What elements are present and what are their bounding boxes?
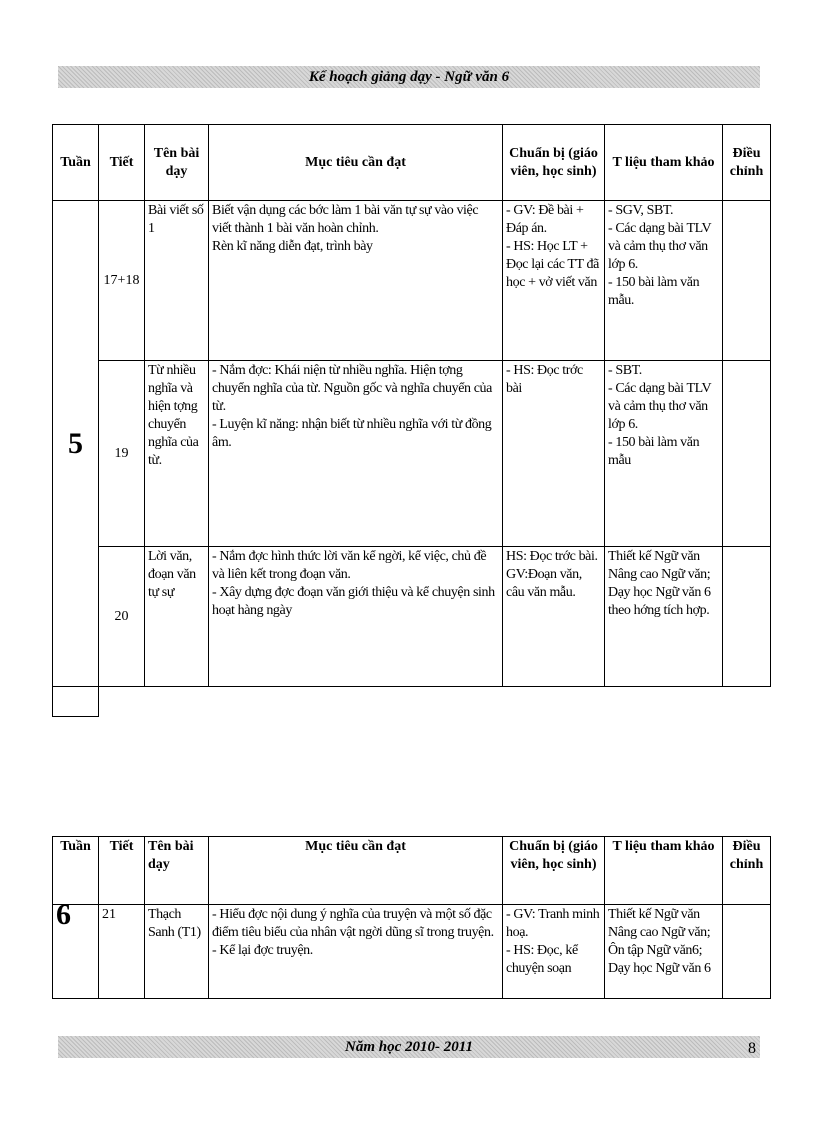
footer-band (58, 1036, 760, 1058)
lesson-plan-table-week-6 (52, 836, 771, 999)
table-header-row (53, 125, 771, 201)
lesson-adjust (723, 905, 771, 999)
header-band (58, 66, 760, 88)
lesson-goals: - Nắm đợc hình thức lời văn kể ngời, kể việc, chủ đề và liên kết trong đoạn văn. - Xây dựng đợc đoạn văn giới thiệu và kể chuyện sinh hoạt hàng ngày (209, 547, 503, 687)
col-header-chuan-bi: Chuẩn bị (giáo viên, học sinh) (503, 837, 605, 905)
lesson-adjust (723, 361, 771, 547)
col-header-chuan-bi: Chuẩn bị (giáo viên, học sinh) (503, 125, 605, 201)
period: 17+18 (99, 201, 145, 361)
lesson-name: Từ nhiều nghĩa và hiện tợng chuyển nghĩa của từ. (145, 361, 209, 547)
stub-left-cell (52, 686, 99, 717)
period: 20 (99, 547, 145, 687)
table-header-row (53, 837, 771, 905)
lesson-name: Lời văn, đoạn văn tự sự (145, 547, 209, 687)
lesson-goals: - Nắm đợc: Khái niện từ nhiều nghĩa. Hiện tợng chuyển nghĩa của từ. Nguồn gốc và nghĩa chuyển của từ. - Luyện kĩ năng: nhận biết từ nhiều nghĩa với từ đồng âm. (209, 361, 503, 547)
lesson-refs: - SBT. - Các dạng bài TLV và cảm thụ thơ văn lớp 6. - 150 bài làm văn mẫu (605, 361, 723, 547)
col-header-ten-bai: Tên bài dạy (145, 125, 209, 201)
lesson-refs: Thiết kế Ngữ văn Nâng cao Ngữ văn; Ôn tập Ngữ văn6; Dạy học Ngữ văn 6 (605, 905, 723, 999)
lesson-goals: Biết vận dụng các bớc làm 1 bài văn tự sự vào việc viết thành 1 bài văn hoàn chỉnh. Rèn kĩ năng diễn đạt, trình bày (209, 201, 503, 361)
col-header-tiet: Tiết (99, 837, 145, 905)
col-header-tai-lieu: T liệu tham khảo (605, 125, 723, 201)
table-row (53, 361, 771, 547)
col-header-dieu-chinh: Điều chỉnh (723, 125, 771, 201)
table-row (53, 905, 771, 999)
lesson-prep: - GV: Tranh minh hoạ. - HS: Đọc, kể chuyện soạn (503, 905, 605, 999)
col-header-ten-bai: Tên bài dạy (145, 837, 209, 905)
footer-school-year: Năm học 2010- 2011 (345, 1039, 473, 1055)
header-title: Kế hoạch giảng dạy - Ngữ văn 6 (308, 69, 510, 85)
col-header-tuan: Tuần (53, 125, 99, 201)
period: 19 (99, 361, 145, 547)
table-continuation-stub (52, 686, 770, 716)
table-row (53, 547, 771, 687)
col-header-dieu-chinh: Điều chỉnh (723, 837, 771, 905)
week-number: 5 (53, 201, 99, 687)
page-number: 8 (748, 1040, 756, 1057)
lesson-prep: HS: Đọc trớc bài. GV:Đoạn văn, câu văn mẫu. (503, 547, 605, 687)
lesson-refs: Thiết kế Ngữ văn Nâng cao Ngữ văn; Dạy học Ngữ văn 6 theo hớng tích hợp. (605, 547, 723, 687)
col-header-muc-tieu: Mục tiêu cần đạt (209, 837, 503, 905)
lesson-prep: - GV: Đề bài + Đáp án. - HS: Học LT + Đọc lại các TT đã học + vở viết văn (503, 201, 605, 361)
col-header-tiet: Tiết (99, 125, 145, 201)
period: 21 (99, 905, 145, 999)
lesson-adjust (723, 201, 771, 361)
lesson-plan-table-week-5 (52, 124, 771, 687)
lesson-goals: - Hiểu đợc nội dung ý nghĩa của truyện và một số đặc điểm tiêu biểu của nhân vật ngời dũng sĩ trong truyện. - Kể lại đợc truyện. (209, 905, 503, 999)
lesson-prep: - HS: Đọc trớc bài (503, 361, 605, 547)
col-header-muc-tieu: Mục tiêu cần đạt (209, 125, 503, 201)
table-row (53, 201, 771, 361)
col-header-tai-lieu: T liệu tham khảo (605, 837, 723, 905)
lesson-refs: - SGV, SBT. - Các dạng bài TLV và cảm thụ thơ văn lớp 6. - 150 bài làm văn mẫu. (605, 201, 723, 361)
lesson-adjust (723, 547, 771, 687)
lesson-name: Bài viết số 1 (145, 201, 209, 361)
col-header-tuan: Tuần (53, 837, 99, 905)
week-number: 6 (53, 905, 99, 999)
lesson-name: Thạch Sanh (T1) (145, 905, 209, 999)
